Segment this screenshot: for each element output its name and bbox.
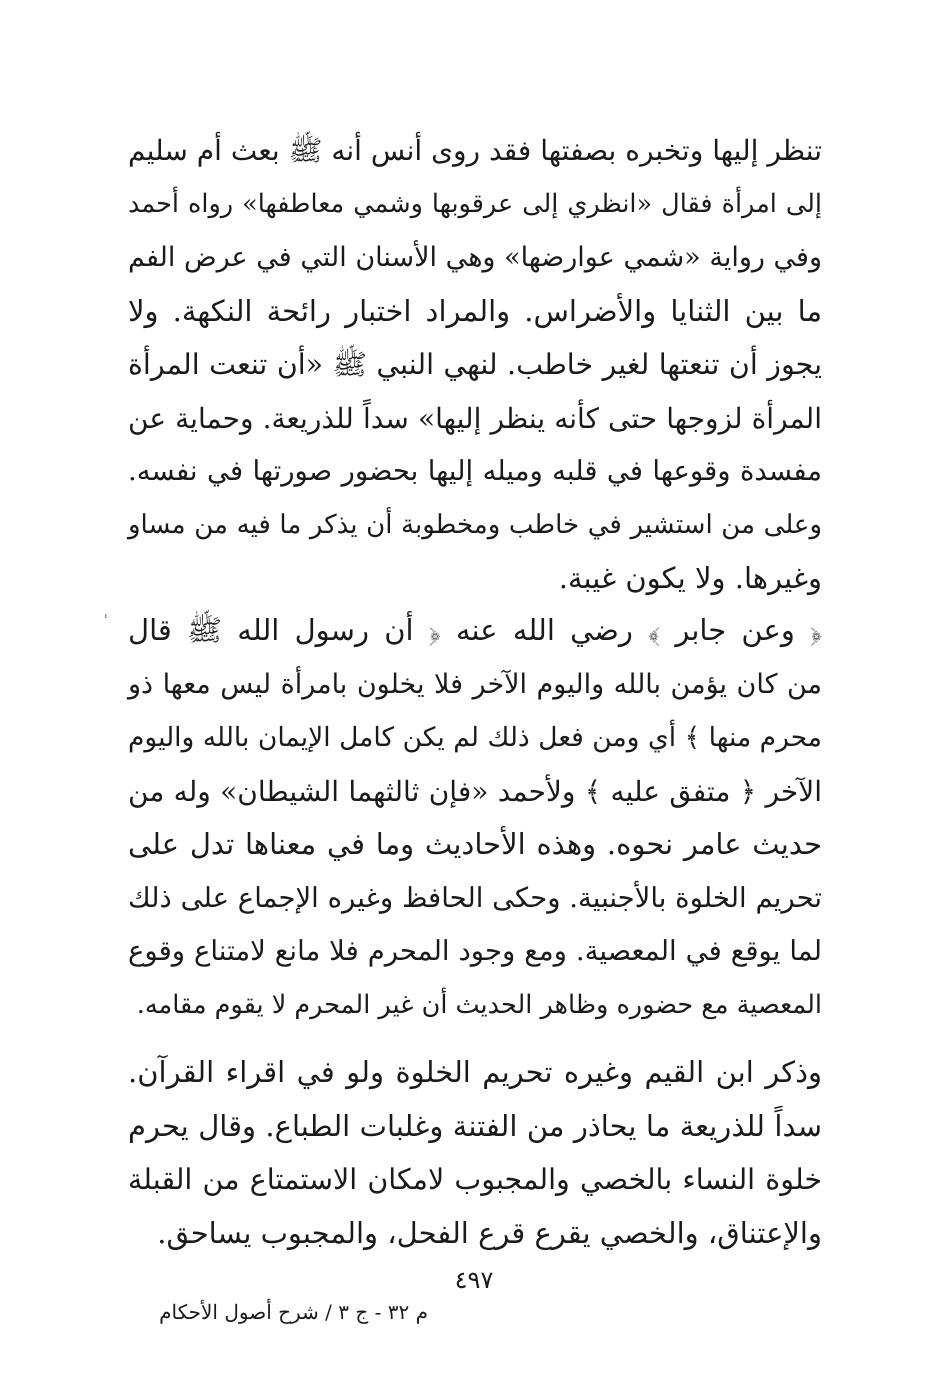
- paragraph-2: [128, 604, 822, 1032]
- text-line: وعلى من استشير في خاطب ومخطوبة أن يذكر ما فيه من مساو: [128, 509, 822, 540]
- text-line: إلى امرأة فقال «انظري إلى عرقوبها وشمي معاطفها» رواه أحمد: [128, 188, 822, 219]
- text-line: المرأة لزوجها حتى كأنه ينظر إليها» سداً للذريعة. وحماية عن: [128, 401, 822, 435]
- text-line: لما يوقع في المعصية. ومع وجود المحرم فلا مانع لامتناع وقوع: [128, 935, 822, 967]
- text-line: ﴿ وعن جابر ﴾ رضي الله عنه ﴿ أن رسول الله ﷺ قال: [128, 613, 822, 647]
- text-line: الآخر ﴿ متفق عليه ﴾ ولأحمد «فإن ثالثهما الشيطان» وله من: [128, 774, 822, 808]
- paragraph-3: [128, 1046, 822, 1260]
- text-line: والإعتناق، والخصي يقرع قرع الفحل، والمجبوب يساحق.: [157, 1215, 822, 1250]
- text-line: سداً للذريعة ما يحاذر من الفتنة وغلبات الطباع. وقال يحرم: [128, 1108, 822, 1143]
- text-line: وغيرها. ولا يكون غيبة.: [558, 561, 822, 595]
- page-number: ٤٩٧: [454, 1266, 494, 1294]
- text-line: يجوز أن تنعتها لغير خاطب. لنهي النبي ﷺ «أن تنعت المرأة: [128, 348, 822, 381]
- text-line: تنظر إليها وتخبره بصفتها فقد روى أنس أنه ﷺ بعث أم سليم: [128, 134, 822, 167]
- footer-signature: م ٣٢ - ج ٣ / شرح أصول الأحكام: [159, 1300, 428, 1324]
- text-line: وذكر ابن القيم وغيره تحريم الخلوة ولو في اقراء القرآن.: [128, 1055, 822, 1089]
- text-line: المعصية مع حضوره وظاهر الحديث أن غير المحرم لا يقوم مقامه.: [136, 989, 822, 1020]
- text-line: تحريم الخلوة بالأجنبية. وحكى الحافظ وغيره الإجماع على ذلك: [128, 881, 822, 914]
- paragraph-1: [128, 124, 822, 606]
- text-line: خلوة النساء بالخصي والمجبوب لامكان الاستمتاع من القبلة: [128, 1163, 822, 1196]
- text-line: ما بين الثنايا والأضراس. والمراد اختبار رائحة النكهة. ولا: [128, 293, 822, 328]
- text-line: مفسدة وقوعها في قلبه وميله إليها بحضور صورتها في نفسه.: [128, 455, 822, 487]
- text-line: من كان يؤمن بالله واليوم الآخر فلا يخلون بامرأة ليس معها ذو: [128, 668, 822, 700]
- text-line: وفي رواية «شمي عوارضها» وهي الأسنان التي في عرض الفم: [128, 242, 822, 273]
- text-line: محرم منها ﴾ أي ومن فعل ذلك لم يكن كامل الإيمان بالله واليوم: [128, 722, 822, 753]
- text-line: حديث عامر نحوه. وهذه الأحاديث وما في معناها تدل على: [128, 827, 822, 861]
- margin-mark: ʿ: [104, 613, 109, 629]
